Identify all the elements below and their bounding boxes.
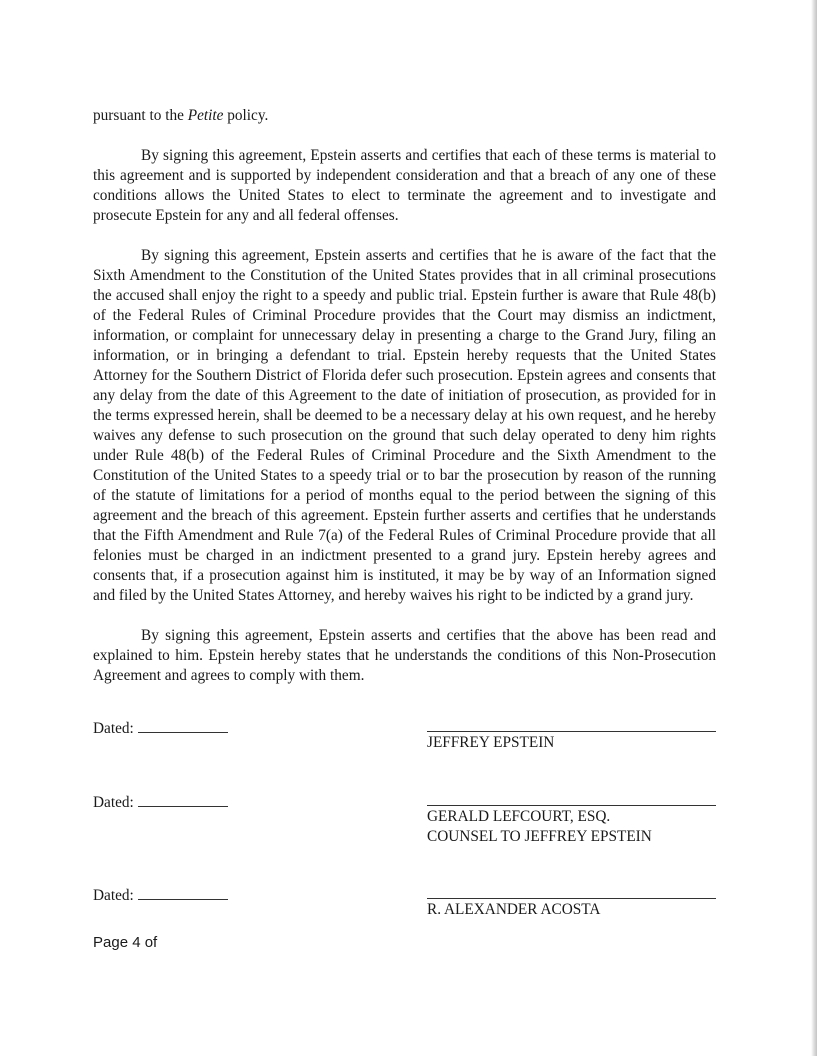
date-blank-line <box>138 887 228 900</box>
signatory-name: JEFFREY EPSTEIN <box>427 734 555 751</box>
signature-block-acosta <box>93 886 723 946</box>
paragraph-material-terms: By signing this agreement, Epstein asserts and certifies that each of these terms is material to this agreement and is supported by independent consideration and that a breach of any one of these conditions allows the United States to elect to terminate the agreement and to investigate and prosecute Epstein for any and all federal offenses. <box>93 147 716 224</box>
dated-field: Dated: <box>93 793 228 813</box>
date-blank-line <box>138 720 228 733</box>
signature-line <box>427 805 716 806</box>
petite-policy-italic: Petite <box>187 107 224 124</box>
dated-field: Dated: <box>93 886 228 906</box>
signatory-name: R. ALEXANDER ACOSTA <box>427 901 601 918</box>
scan-edge-shadow <box>811 0 817 1056</box>
signature-block-epstein <box>93 719 723 779</box>
document-body <box>93 106 716 686</box>
signature-line <box>427 731 716 732</box>
continuation-line: pursuant to the Petite policy. <box>93 107 269 124</box>
signature-line <box>427 898 716 899</box>
page-number: Page 4 of <box>93 934 158 951</box>
date-blank-line <box>138 794 228 807</box>
dated-field: Dated: <box>93 719 228 739</box>
paragraph-read-and-explained: By signing this agreement, Epstein asserts and certifies that the above has been read and explained to him. Epstein hereby states that he understands the conditions of this Non-Prosecution Agreement and agrees to comply with them. <box>93 627 716 684</box>
signature-block-lefcourt <box>93 793 723 853</box>
signatory-name: GERALD LEFCOURT, ESQ. COUNSEL TO JEFFREY EPSTEIN <box>427 808 652 845</box>
paragraph-speedy-trial-waiver: By signing this agreement, Epstein asserts and certifies that he is aware of the fact that the Sixth Amendment to the Constitution of the United States provides that in all criminal prosecutions the accused shall enjoy the right to a speedy and public trial. Epstein further is aware that Rule 48(b) of the Federal Rules of Criminal Procedure provides that the Court may dismiss an indictment, information, or complaint for unnecessary delay in presenting a charge to the Grand Jury, filing an information, or in bringing a defendant to trial. Epstein hereby requests that the United States Attorney for the Southern District of Florida defer such prosecution. Epstein agrees and consents that any delay from the date of this Agreement to the date of initiation of prosecution, as provided for in the terms expressed herein, shall be deemed to be a necessary delay at his own request, and he hereby waives any defense to such prosecution on the ground that such delay operated to deny him rights under Rule 48(b) of the Federal Rules of Criminal Procedure and the Sixth Amendment to the Constitution of the United States to a speedy trial or to bar the prosecution by reason of the running of the statute of limitations for a period of months equal to the period between the signing of this agreement and the breach of this agreement. Epstein further asserts and certifies that he understands that the Fifth Amendment and Rule 7(a) of the Federal Rules of Criminal Procedure provide that all felonies must be charged in an indictment presented to a grand jury. Epstein hereby agrees and consents that, if a prosecution against him is instituted, it may be by way of an Information signed and filed by the United States Attorney, and hereby waives his right to be indicted by a grand jury. <box>93 247 716 604</box>
